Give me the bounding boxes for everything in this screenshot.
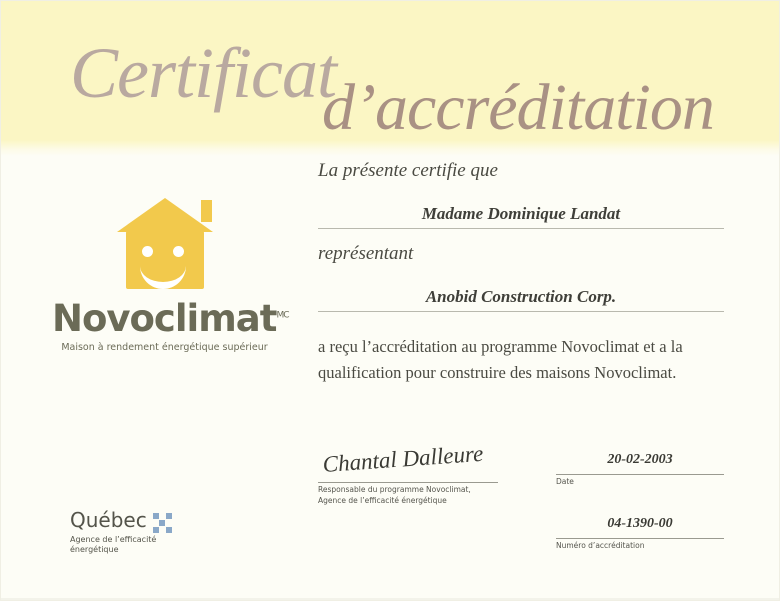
quebec-subtitle: [70, 535, 250, 555]
accreditation-number-rule: [556, 538, 724, 539]
date-block: [556, 452, 724, 486]
flag-dot: [166, 513, 172, 519]
recipient-field: [318, 188, 724, 229]
representing-label: représentant: [318, 243, 414, 264]
logo-brand-text: Novoclimat: [52, 297, 277, 340]
recipient-name: Madame Dominique Landat: [421, 204, 621, 223]
quebec-subtitle-line1: Agence de l’efficacité: [70, 535, 157, 545]
flag-dot: [153, 513, 159, 519]
flag-dot: [153, 527, 159, 533]
title-word-accreditation: d’accréditation: [322, 71, 714, 144]
signature-rule: [318, 482, 498, 483]
company-field: [318, 271, 724, 312]
title-word-certificat: Certificat: [70, 33, 336, 113]
accreditation-paragraph: a reçu l’accréditation au programme Novoclimat et a la qualification pour construire des maisons Novoclimat.: [318, 337, 683, 382]
house-roof-shape: [117, 198, 213, 232]
lead-label: La présente certifie que: [318, 160, 498, 181]
accreditation-number-block: [556, 516, 724, 550]
quebec-flag-icon: [153, 513, 173, 533]
quebec-wordmark: Québec: [70, 508, 147, 532]
company-name: Anobid Construction Corp.: [425, 287, 617, 306]
date-caption: Date: [556, 477, 574, 486]
flag-dot: [159, 520, 165, 526]
novoclimat-logo: [52, 198, 289, 353]
certificate-body: [318, 160, 724, 402]
handwritten-signature: Chantal Dalleure: [321, 440, 485, 478]
logo-wordmark: [52, 297, 289, 340]
quebec-logo: [70, 508, 250, 555]
smiling-house-icon: [106, 198, 224, 294]
signature-caption-line2: Agence de l’efficacité énergétique: [318, 495, 447, 505]
logo-tagline: Maison à rendement énergétique supérieur: [61, 342, 268, 353]
date-rule: [556, 474, 724, 475]
signature-caption: [318, 485, 508, 507]
signature-caption-line1: Responsable du programme Novoclimat,: [318, 485, 471, 494]
logo-trademark: MC: [276, 310, 289, 321]
quebec-subtitle-line2: énergétique: [70, 545, 119, 555]
accreditation-number-value: 04-1390-00: [607, 516, 673, 531]
flag-dot: [166, 527, 172, 533]
signature-block: [318, 440, 508, 507]
date-value: 20-02-2003: [607, 452, 673, 467]
accreditation-number-caption: Numéro d’accréditation: [556, 541, 645, 550]
